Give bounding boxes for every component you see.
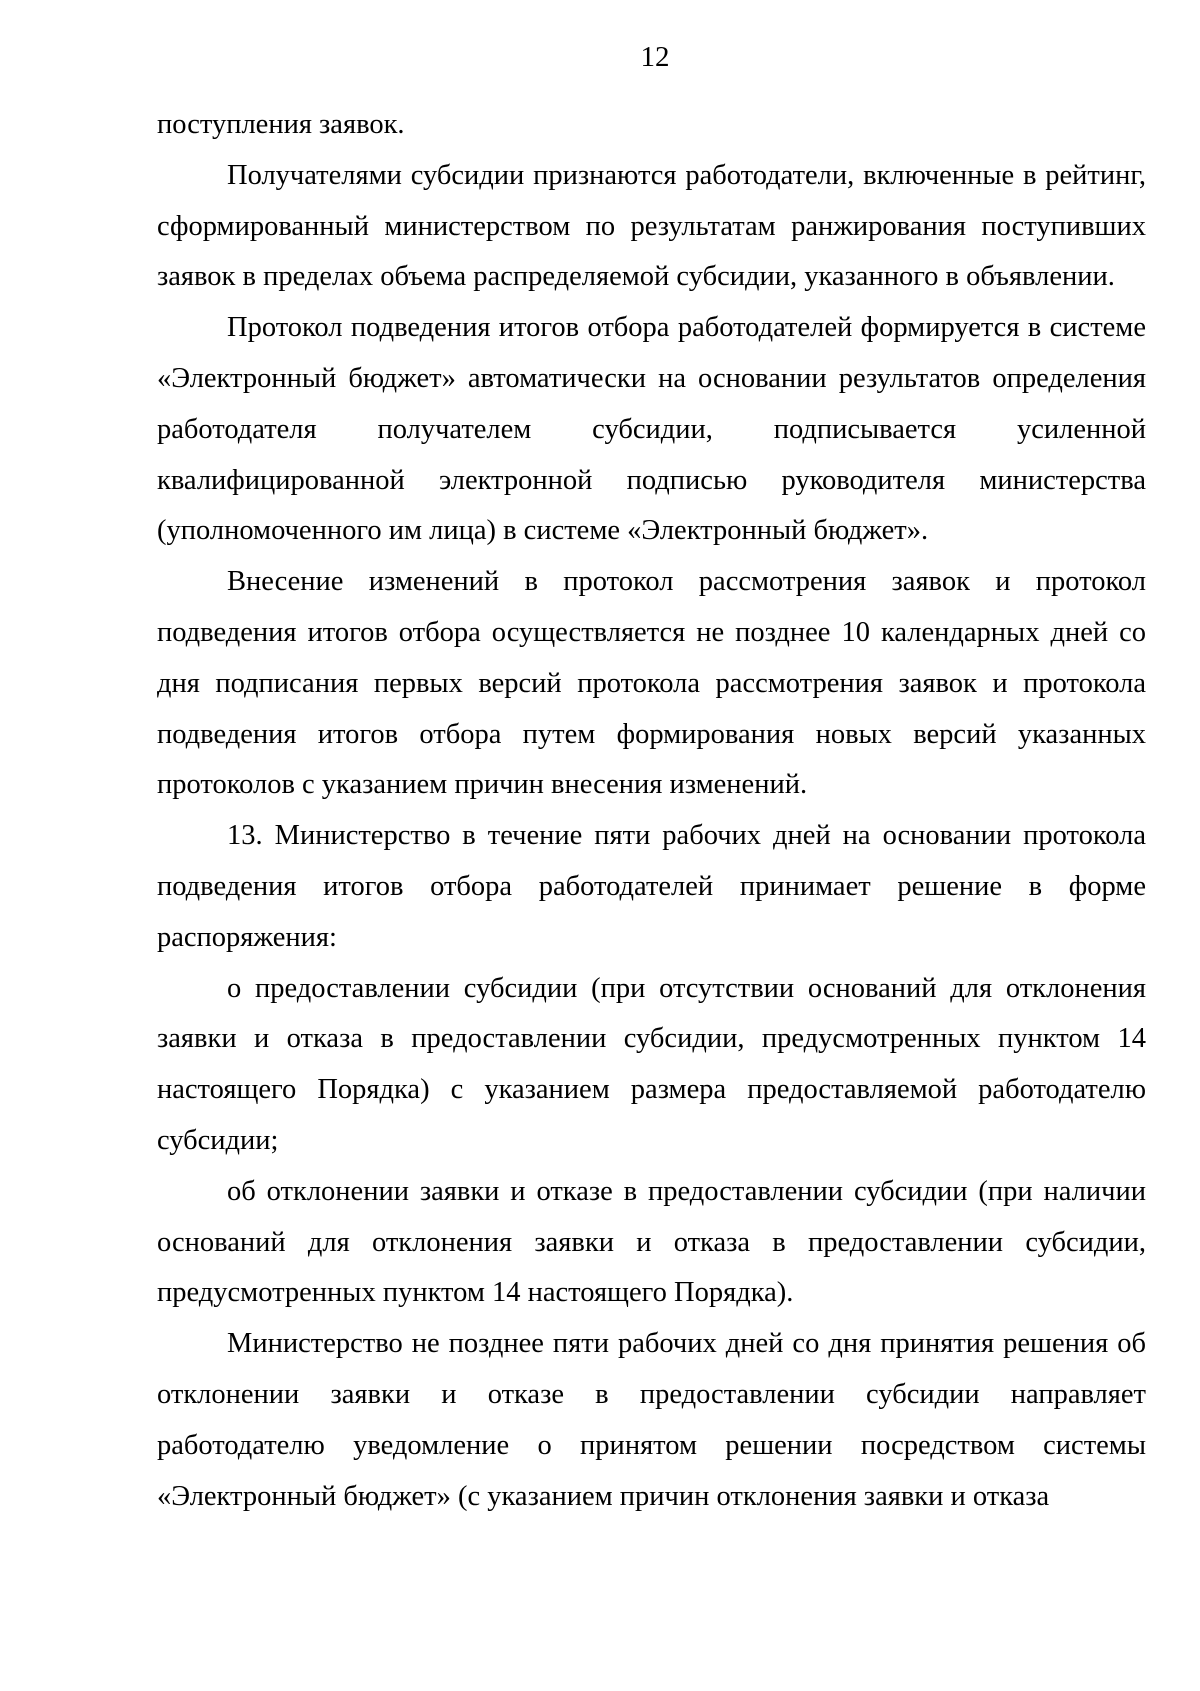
paragraph-grant-decision: о предоставлении субсидии (при отсутствии оснований для отклонения заявки и отказа в предоставлении субсидии, предусмотренных пунктом 14 настоящего Порядка) с указанием размера предоставляемой работодателю субсидии; <box>157 972 1146 1156</box>
paragraph-intro-continuation: поступления заявок. <box>157 109 405 140</box>
paragraph-protocol-changes: Внесение изменений в протокол рассмотрения заявок и протокол подведения итогов отбора осуществляется не позднее 10 календарных дней со дня подписания первых версий протокола рассмотрения заявок и протокола подведения итогов отбора путем формирования новых версий указанных протоколов с указанием причин внесения изменений. <box>157 566 1146 801</box>
paragraph-protocol-results: Протокол подведения итогов отбора работодателей формируется в системе «Электронный бюджет» автоматически на основании результатов определения работодателя получателем субсидии, подписывается усиленной квалифицированной электронной подписью руководителя министерства (уполномоченного им лица) в системе «Электронный бюджет». <box>157 312 1146 547</box>
paragraph-item-13: 13. Министерство в течение пяти рабочих дней на основании протокола подведения итогов отбора работодателей принимает решение в форме распоряжения: <box>157 820 1146 953</box>
document-body <box>157 100 1146 1522</box>
paragraph-notification: Министерство не позднее пяти рабочих дней со дня принятия решения об отклонении заявки и отказе в предоставлении субсидии направляет работодателю уведомление о принятом решении посредством системы «Электронный бюджет» (с указанием причин отклонения заявки и отказа <box>157 1328 1146 1512</box>
paragraph-rejection-decision: об отклонении заявки и отказе в предоставлении субсидии (при наличии оснований для отклонения заявки и отказа в предоставлении субсидии, предусмотренных пунктом 14 настоящего Порядка). <box>157 1175 1146 1309</box>
page-number: 12 <box>640 41 670 73</box>
paragraph-subsidy-recipients: Получателями субсидии признаются работодатели, включенные в рейтинг, сформированный министерством по результатам ранжирования поступивших заявок в пределах объема распределяемой субсидии, указанного в объявлении. <box>157 159 1146 293</box>
